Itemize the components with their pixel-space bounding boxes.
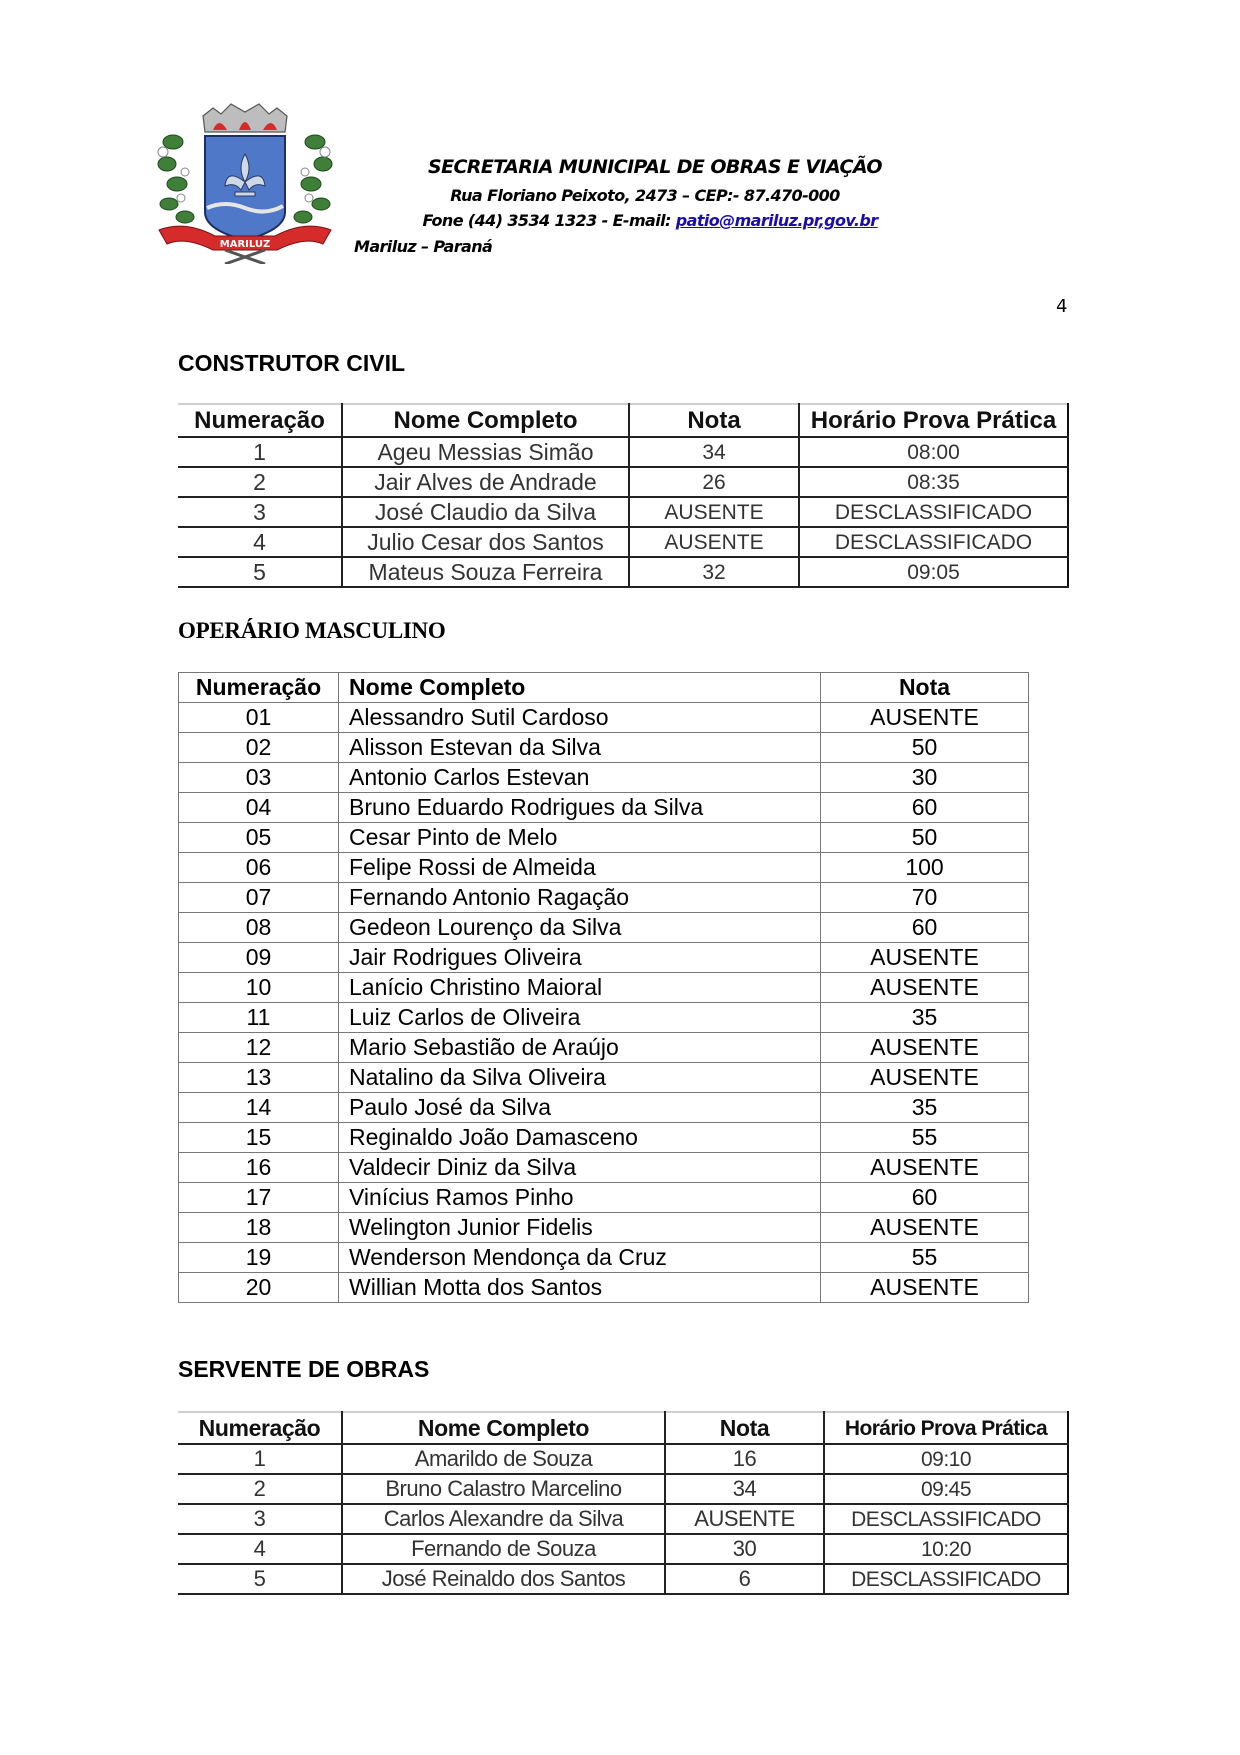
letterhead-title: SECRETARIA MUNICIPAL DE OBRAS E VIAÇÃO xyxy=(428,156,882,178)
cell-nome: Amarildo de Souza xyxy=(342,1444,665,1474)
cell-numeracao: 1 xyxy=(178,437,342,467)
construtor-civil-table xyxy=(178,403,1069,588)
cell-numeracao: 2 xyxy=(178,467,342,497)
cell-numeracao: 11 xyxy=(179,1003,339,1033)
table-row xyxy=(179,943,1029,973)
cell-numeracao: 06 xyxy=(179,853,339,883)
cell-nota: AUSENTE xyxy=(821,1273,1029,1303)
cell-nome: Willian Motta dos Santos xyxy=(339,1273,821,1303)
cell-nome: Paulo José da Silva xyxy=(339,1093,821,1123)
table-row xyxy=(178,497,1068,527)
header-nome-completo: Nome Completo xyxy=(342,404,629,437)
municipal-coat-of-arms-logo xyxy=(155,102,335,264)
cell-numeracao: 01 xyxy=(179,703,339,733)
email-link[interactable]: patio@mariluz.pr,gov.br xyxy=(675,211,878,230)
cell-nome: Gedeon Lourenço da Silva xyxy=(339,913,821,943)
servente-de-obras-table xyxy=(178,1411,1069,1595)
logo-label: MARILUZ xyxy=(219,239,271,250)
cell-nome: Cesar Pinto de Melo xyxy=(339,823,821,853)
cell-nome: Mario Sebastião de Araújo xyxy=(339,1033,821,1063)
cell-nota: AUSENTE xyxy=(821,1213,1029,1243)
table-row xyxy=(179,1273,1029,1303)
cell-horario: DESCLASSIFICADO xyxy=(799,497,1068,527)
cell-numeracao: 08 xyxy=(179,913,339,943)
cell-nome: Carlos Alexandre da Silva xyxy=(342,1504,665,1534)
table-row xyxy=(178,1564,1068,1594)
header-numeracao: Numeração xyxy=(178,1412,342,1444)
cell-nome: Julio Cesar dos Santos xyxy=(342,527,629,557)
cell-nome: Bruno Calastro Marcelino xyxy=(342,1474,665,1504)
cell-numeracao: 1 xyxy=(178,1444,342,1474)
cell-nome: José Claudio da Silva xyxy=(342,497,629,527)
table-row xyxy=(178,557,1068,587)
table-row xyxy=(179,1123,1029,1153)
cell-horario: 08:35 xyxy=(799,467,1068,497)
cell-horario: DESCLASSIFICADO xyxy=(824,1504,1068,1534)
cell-numeracao: 5 xyxy=(178,557,342,587)
cell-nota: 100 xyxy=(821,853,1029,883)
cell-numeracao: 15 xyxy=(179,1123,339,1153)
cell-nome: Bruno Eduardo Rodrigues da Silva xyxy=(339,793,821,823)
cell-numeracao: 12 xyxy=(179,1033,339,1063)
section-title-operario-masculino: OPERÁRIO MASCULINO xyxy=(178,618,446,643)
cell-horario: 09:10 xyxy=(824,1444,1068,1474)
cell-nome: Jair Alves de Andrade xyxy=(342,467,629,497)
cell-nota: 60 xyxy=(821,1183,1029,1213)
letterhead-address: Rua Floriano Peixoto, 2473 – CEP:- 87.470-000 xyxy=(450,186,840,205)
cell-numeracao: 5 xyxy=(178,1564,342,1594)
cell-nota: AUSENTE xyxy=(821,1063,1029,1093)
cell-nota: 60 xyxy=(821,913,1029,943)
cell-numeracao: 04 xyxy=(179,793,339,823)
section-title-construtor-civil: CONSTRUTOR CIVIL xyxy=(178,350,406,376)
cell-numeracao: 4 xyxy=(178,1534,342,1564)
cell-numeracao: 10 xyxy=(179,973,339,1003)
cell-nome: Valdecir Diniz da Silva xyxy=(339,1153,821,1183)
cell-nome: Fernando de Souza xyxy=(342,1534,665,1564)
cell-nome: Jair Rodrigues Oliveira xyxy=(339,943,821,973)
table-header-row xyxy=(179,673,1029,703)
table-row xyxy=(179,1183,1029,1213)
header-nota: Nota xyxy=(821,673,1029,703)
cell-nota: 34 xyxy=(665,1474,824,1504)
cell-numeracao: 13 xyxy=(179,1063,339,1093)
cell-numeracao: 02 xyxy=(179,733,339,763)
letterhead-contact xyxy=(410,211,890,230)
cell-numeracao: 07 xyxy=(179,883,339,913)
cell-nota: 16 xyxy=(665,1444,824,1474)
table-row xyxy=(178,1444,1068,1474)
table-row xyxy=(179,1033,1029,1063)
cell-nota: AUSENTE xyxy=(629,527,799,557)
cell-nota: 35 xyxy=(821,1003,1029,1033)
cell-numeracao: 17 xyxy=(179,1183,339,1213)
cell-horario: DESCLASSIFICADO xyxy=(824,1564,1068,1594)
cell-numeracao: 3 xyxy=(178,497,342,527)
cell-numeracao: 20 xyxy=(179,1273,339,1303)
operario-masculino-table xyxy=(178,672,1029,1303)
letterhead-city: Mariluz – Paraná xyxy=(354,237,493,256)
cell-nome: Ageu Messias Simão xyxy=(342,437,629,467)
table-row xyxy=(179,1213,1029,1243)
table-row xyxy=(178,1504,1068,1534)
header-nome-completo: Nome Completo xyxy=(339,673,821,703)
cell-nota: 30 xyxy=(665,1534,824,1564)
table-row xyxy=(178,527,1068,557)
cell-nome: Vinícius Ramos Pinho xyxy=(339,1183,821,1213)
coat-of-arms-icon xyxy=(155,102,335,264)
cell-numeracao: 19 xyxy=(179,1243,339,1273)
cell-nome: Lanício Christino Maioral xyxy=(339,973,821,1003)
cell-nota: 55 xyxy=(821,1123,1029,1153)
cell-horario: 08:00 xyxy=(799,437,1068,467)
cell-nome: Alessandro Sutil Cardoso xyxy=(339,703,821,733)
header-nota: Nota xyxy=(629,404,799,437)
page-number: 4 xyxy=(1056,296,1068,317)
table-row xyxy=(179,973,1029,1003)
cell-nota: AUSENTE xyxy=(821,1033,1029,1063)
letterhead-phone: Fone (44) 3534 1323 - E-mail: xyxy=(422,211,676,230)
cell-nome: Wenderson Mendonça da Cruz xyxy=(339,1243,821,1273)
cell-nota: 26 xyxy=(629,467,799,497)
cell-numeracao: 4 xyxy=(178,527,342,557)
cell-horario: DESCLASSIFICADO xyxy=(799,527,1068,557)
cell-nome: Luiz Carlos de Oliveira xyxy=(339,1003,821,1033)
table-header-row xyxy=(178,1412,1068,1444)
table-row xyxy=(178,1474,1068,1504)
cell-nota: 34 xyxy=(629,437,799,467)
cell-nome: Fernando Antonio Ragação xyxy=(339,883,821,913)
cell-nome: Felipe Rossi de Almeida xyxy=(339,853,821,883)
table-row xyxy=(179,1093,1029,1123)
cell-nome: Mateus Souza Ferreira xyxy=(342,557,629,587)
cell-horario: 09:45 xyxy=(824,1474,1068,1504)
cell-horario: 10:20 xyxy=(824,1534,1068,1564)
table-row xyxy=(179,703,1029,733)
table-row xyxy=(179,1003,1029,1033)
cell-numeracao: 05 xyxy=(179,823,339,853)
table-row xyxy=(179,1063,1029,1093)
cell-nota: 60 xyxy=(821,793,1029,823)
table-row xyxy=(178,1534,1068,1564)
cell-nome: Alisson Estevan da Silva xyxy=(339,733,821,763)
table-row xyxy=(179,853,1029,883)
cell-horario: 09:05 xyxy=(799,557,1068,587)
cell-nota: AUSENTE xyxy=(821,703,1029,733)
cell-nome: Reginaldo João Damasceno xyxy=(339,1123,821,1153)
cell-numeracao: 16 xyxy=(179,1153,339,1183)
cell-nota: AUSENTE xyxy=(665,1504,824,1534)
table-row xyxy=(179,883,1029,913)
table-row xyxy=(178,437,1068,467)
cell-nota: AUSENTE xyxy=(821,1153,1029,1183)
cell-nota: 30 xyxy=(821,763,1029,793)
cell-nota: 70 xyxy=(821,883,1029,913)
cell-nome: Natalino da Silva Oliveira xyxy=(339,1063,821,1093)
cell-nota: AUSENTE xyxy=(821,973,1029,1003)
cell-numeracao: 3 xyxy=(178,1504,342,1534)
cell-nota: 32 xyxy=(629,557,799,587)
table-row xyxy=(179,913,1029,943)
table-row xyxy=(179,1153,1029,1183)
cell-nota: 6 xyxy=(665,1564,824,1594)
header-nota: Nota xyxy=(665,1412,824,1444)
table-row xyxy=(179,1243,1029,1273)
header-numeracao: Numeração xyxy=(179,673,339,703)
table-row xyxy=(179,733,1029,763)
cell-numeracao: 2 xyxy=(178,1474,342,1504)
table-row xyxy=(179,793,1029,823)
header-nome-completo: Nome Completo xyxy=(342,1412,665,1444)
cell-nome: José Reinaldo dos Santos xyxy=(342,1564,665,1594)
header-horario: Horário Prova Prática xyxy=(824,1412,1068,1444)
cell-nome: Welington Junior Fidelis xyxy=(339,1213,821,1243)
cell-nome: Antonio Carlos Estevan xyxy=(339,763,821,793)
table-row xyxy=(179,763,1029,793)
table-row xyxy=(179,823,1029,853)
cell-nota: AUSENTE xyxy=(629,497,799,527)
cell-nota: AUSENTE xyxy=(821,943,1029,973)
cell-nota: 55 xyxy=(821,1243,1029,1273)
cell-numeracao: 09 xyxy=(179,943,339,973)
table-header-row xyxy=(178,404,1068,437)
header-horario: Horário Prova Prática xyxy=(799,404,1068,437)
cell-nota: 35 xyxy=(821,1093,1029,1123)
cell-nota: 50 xyxy=(821,733,1029,763)
cell-numeracao: 14 xyxy=(179,1093,339,1123)
cell-nota: 50 xyxy=(821,823,1029,853)
section-title-servente-de-obras: SERVENTE DE OBRAS xyxy=(178,1356,430,1382)
table-row xyxy=(178,467,1068,497)
cell-numeracao: 18 xyxy=(179,1213,339,1243)
header-numeracao: Numeração xyxy=(178,404,342,437)
cell-numeracao: 03 xyxy=(179,763,339,793)
